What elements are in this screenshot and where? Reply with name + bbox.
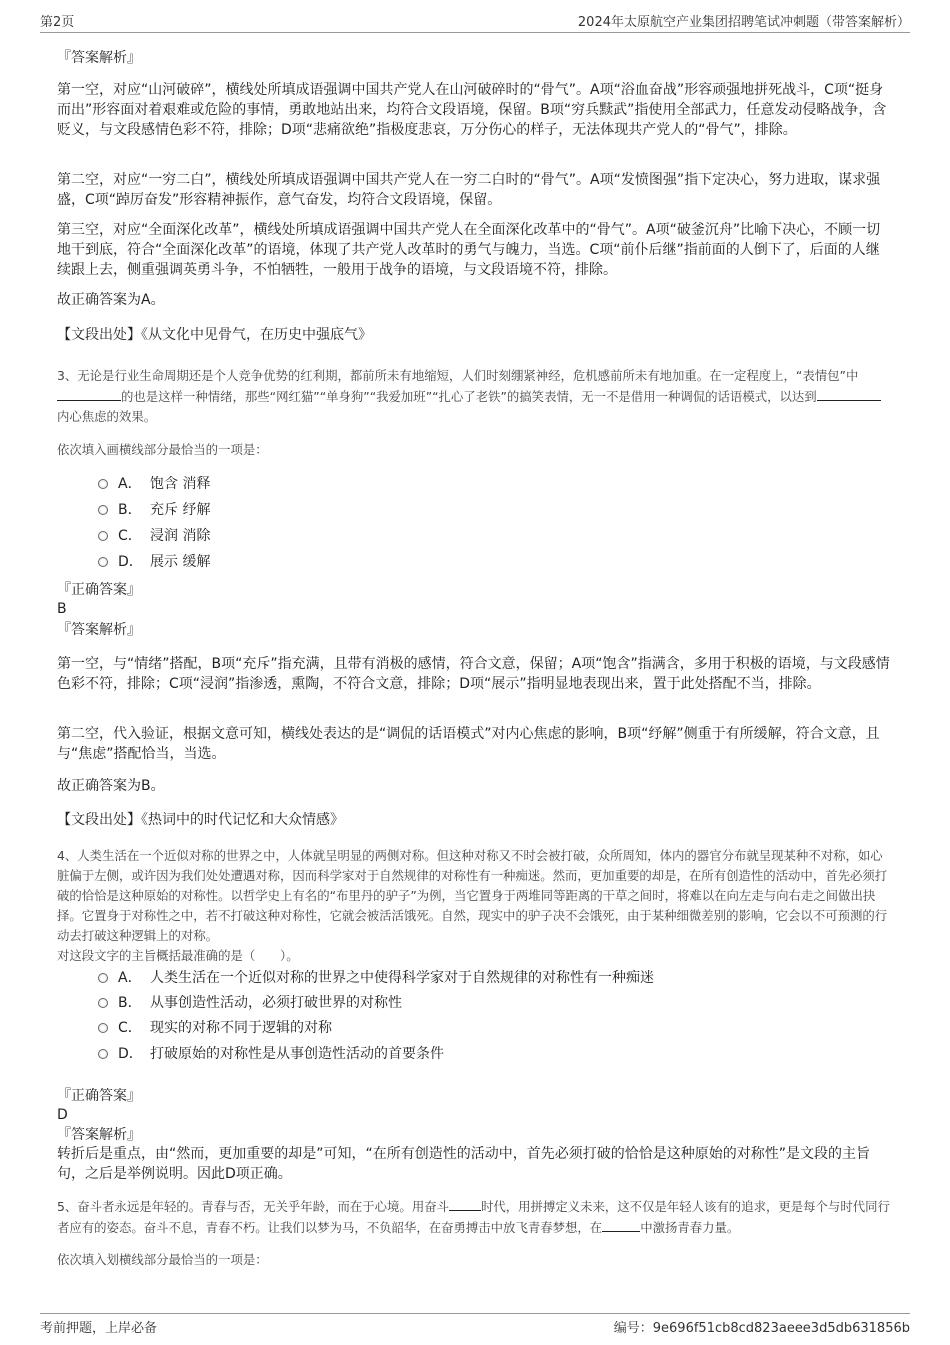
q3-correct-answer: B [57, 601, 67, 617]
q2-analysis-para-1: 第一空，对应“山河破碎”，横线处所填成语强调中国共产党人在山河破碎时的“骨气”。A项“浴血奋战”形容顽强地拼死战斗，C项“挺身而出”形容面对着艰难或危险的事情，勇敢地站出来，均符合文段语境，保留。B项“穷兵黩武”指使用全部武力，任意发动侵略战争，含贬义，与文段感情色彩不符，排除；D项“悲痛欲绝”指极度悲哀，万分伤心的样子，无法体现共产党人的“骨气”，排除。 [57, 82, 887, 138]
page-number: 第2页 [40, 15, 75, 30]
q2-source: 【文段出处】《从文化中见骨气，在历史中强底气》 [57, 327, 372, 343]
radio-icon[interactable] [98, 557, 108, 567]
q2-conclusion: 故正确答案为A。 [57, 292, 165, 308]
q2-analysis-label: 『答案解析』 [57, 50, 141, 66]
option-letter: C． [118, 528, 142, 544]
q3-option-a[interactable] [98, 474, 210, 494]
q3-analysis-para-2: 第二空，代入验证，根据文意可知，横线处表达的是“调侃的话语模式”对内心焦虑的影响，B项“纾解”侧重于有所缓解，符合文意，且与“焦虑”搭配恰当，当选。 [57, 726, 880, 762]
q3-analysis-para-1: 第一空，与“情绪”搭配，B项“充斥”指充满，且带有消极的感情，符合文意，保留；A项“饱含”指满含，多用于积极的语境，与文段感情色彩不符，排除；C项“浸润”指渗透，熏陶，不符合文意，排除；D项“展示”指明显地表现出来，置于此处搭配不当，排除。 [57, 656, 890, 692]
q4-question: 对这段文字的主旨概括最准确的是（ ）。 [57, 948, 299, 963]
q4-option-b[interactable] [98, 993, 402, 1013]
radio-icon[interactable] [98, 479, 108, 489]
option-letter: D． [118, 1046, 143, 1062]
option-text: 展示 缓解 [150, 554, 211, 570]
radio-icon[interactable] [98, 1023, 108, 1033]
option-text: 饱含 消释 [150, 476, 211, 492]
q2-analysis-para-3: 第三空，对应“全面深化改革”，横线处所填成语强调中国共产党人在全面深化改革中的“骨气”。A项“破釜沉舟”比喻下决心，不顾一切地干到底，符合“全面深化改革”的语境，体现了共产党人改革时的勇气与魄力，当选。C项“前仆后继”指前面的人倒下了，后面的人继续跟上去，侧重强调英勇斗争，不怕牺牲，一般用于战争的语境，与文段语境不符，排除。 [57, 222, 881, 278]
option-text: 充斥 纾解 [150, 502, 211, 518]
option-letter: B． [118, 502, 142, 518]
q5-blank-1 [449, 1196, 481, 1211]
q4-analysis: 转折后是重点，由“然而，更加重要的却是”可知，“在所有创造性的活动中，首先必须打破的恰恰是这种原始的对称性”是文段的主旨句，之后是举例说明。因此D项正确。 [57, 1146, 871, 1182]
q5-stem-part-3: 中激扬青春力量。 [640, 1220, 740, 1235]
q3-option-d[interactable] [98, 552, 210, 572]
radio-icon[interactable] [98, 998, 108, 1008]
q5-stem [57, 1196, 893, 1238]
option-letter: B． [118, 995, 142, 1011]
option-letter: A． [118, 970, 142, 986]
q3-prompt: 依次填入画横线部分最恰当的一项是： [57, 442, 268, 457]
document-title: 2024年太原航空产业集团招聘笔试冲刺题（带答案解析） [577, 15, 910, 30]
q2-analysis-para-2: 第二空，对应“一穷二白”，横线处所填成语强调中国共产党人在一穷二白时的“骨气”。A项“发愤图强”指下定决心，努力进取，谋求强盛，C项“踔厉奋发”形容精神振作，意气奋发，均符合文段语境，保留。 [57, 172, 881, 208]
q3-stem [57, 366, 893, 427]
q3-blank-1 [57, 386, 121, 401]
q4-option-a[interactable] [98, 968, 654, 988]
option-letter: C． [118, 1020, 142, 1036]
footer-slogan: 考前押题，上岸必备 [40, 1320, 158, 1336]
q4-option-d[interactable] [98, 1044, 444, 1064]
q3-analysis-label: 『答案解析』 [57, 622, 141, 638]
q3-stem-part-1: 3、无论是行业生命周期还是个人竞争优势的红利期，都前所未有地缩短，人们时刻绷紧神经，危机感前所未有地加重。在一定程度上，“表情包”中 [57, 368, 859, 383]
q5-prompt: 依次填入划横线部分最恰当的一项是： [57, 1252, 268, 1267]
q3-source: 【文段出处】《热词中的时代记忆和大众情感》 [57, 812, 344, 828]
page-header [40, 8, 910, 33]
option-letter: D． [118, 554, 143, 570]
q3-correct-label: 『正确答案』 [57, 582, 141, 598]
q4-correct-answer: D [57, 1107, 68, 1123]
q3-stem-part-3: 内心焦虑的效果。 [57, 409, 157, 424]
radio-icon[interactable] [98, 973, 108, 983]
page-footer [40, 1313, 910, 1338]
q3-blank-2 [817, 386, 881, 401]
q5-blank-2 [602, 1217, 640, 1232]
option-text: 人类生活在一个近似对称的世界之中使得科学家对于自然规律的对称性有一种痴迷 [150, 970, 654, 986]
radio-icon[interactable] [98, 505, 108, 515]
radio-icon[interactable] [98, 1049, 108, 1059]
q4-correct-label: 『正确答案』 [57, 1088, 141, 1104]
q3-stem-part-2: 的也是这样一种情绪，那些“网红猫”“单身狗”“我爱加班”“扎心了老铁”的搞笑表情，无一不是借用一种调侃的话语模式，以达到 [121, 389, 817, 404]
q3-option-c[interactable] [98, 526, 210, 546]
q3-option-b[interactable] [98, 500, 210, 520]
option-letter: A． [118, 476, 142, 492]
q5-stem-part-1: 5、奋斗者永远是年轻的。青春与否，无关乎年龄，而在于心境。用奋斗 [57, 1199, 449, 1214]
q4-option-c[interactable] [98, 1018, 332, 1038]
option-text: 从事创造性活动，必须打破世界的对称性 [150, 995, 402, 1011]
option-text: 现实的对称不同于逻辑的对称 [150, 1020, 332, 1036]
q4-analysis-label: 『答案解析』 [57, 1127, 141, 1143]
option-text: 浸润 消除 [150, 528, 211, 544]
q5-stem-part-2: 时代，用拼搏定义未来，这不仅是年轻人该有的追求，更是每个与时代同行者应有的姿态。奋斗不息，青春不朽。让我们以梦为马，不负韶华，在奋勇搏击中放飞青春梦想，在 [57, 1199, 890, 1235]
q4-stem: 4、人类生活在一个近似对称的世界之中，人体就呈明显的两侧对称。但这种对称又不时会被打破，众所周知，体内的器官分布就呈现某种不对称，如心脏偏于左侧，或许因为我们处处遭遇对称，因而科学家对于自然规律的对称性有一种痴迷。然而，更加重要的却是，在所有创造性的活动中，首先必须打破的恰恰是这种原始的对称性。以哲学史上有名的“布里丹的驴子”为例，当它置身于两堆同等距离的干草之间时，将难以在向左走与向右走之间做出抉择。它置身于对称性之中，若不打破这种对称性，它就会被活活饿死。自然，现实中的驴子决不会饿死，由于某种细微差别的影响，它会以不可预测的行动去打破这种逻辑上的对称。 [57, 848, 888, 943]
radio-icon[interactable] [98, 531, 108, 541]
q3-conclusion: 故正确答案为B。 [57, 778, 165, 794]
option-text: 打破原始的对称性是从事创造性活动的首要条件 [150, 1046, 444, 1062]
document-code: 编号：9e696f51cb8cd823aeee3d5db631856b [613, 1320, 910, 1336]
